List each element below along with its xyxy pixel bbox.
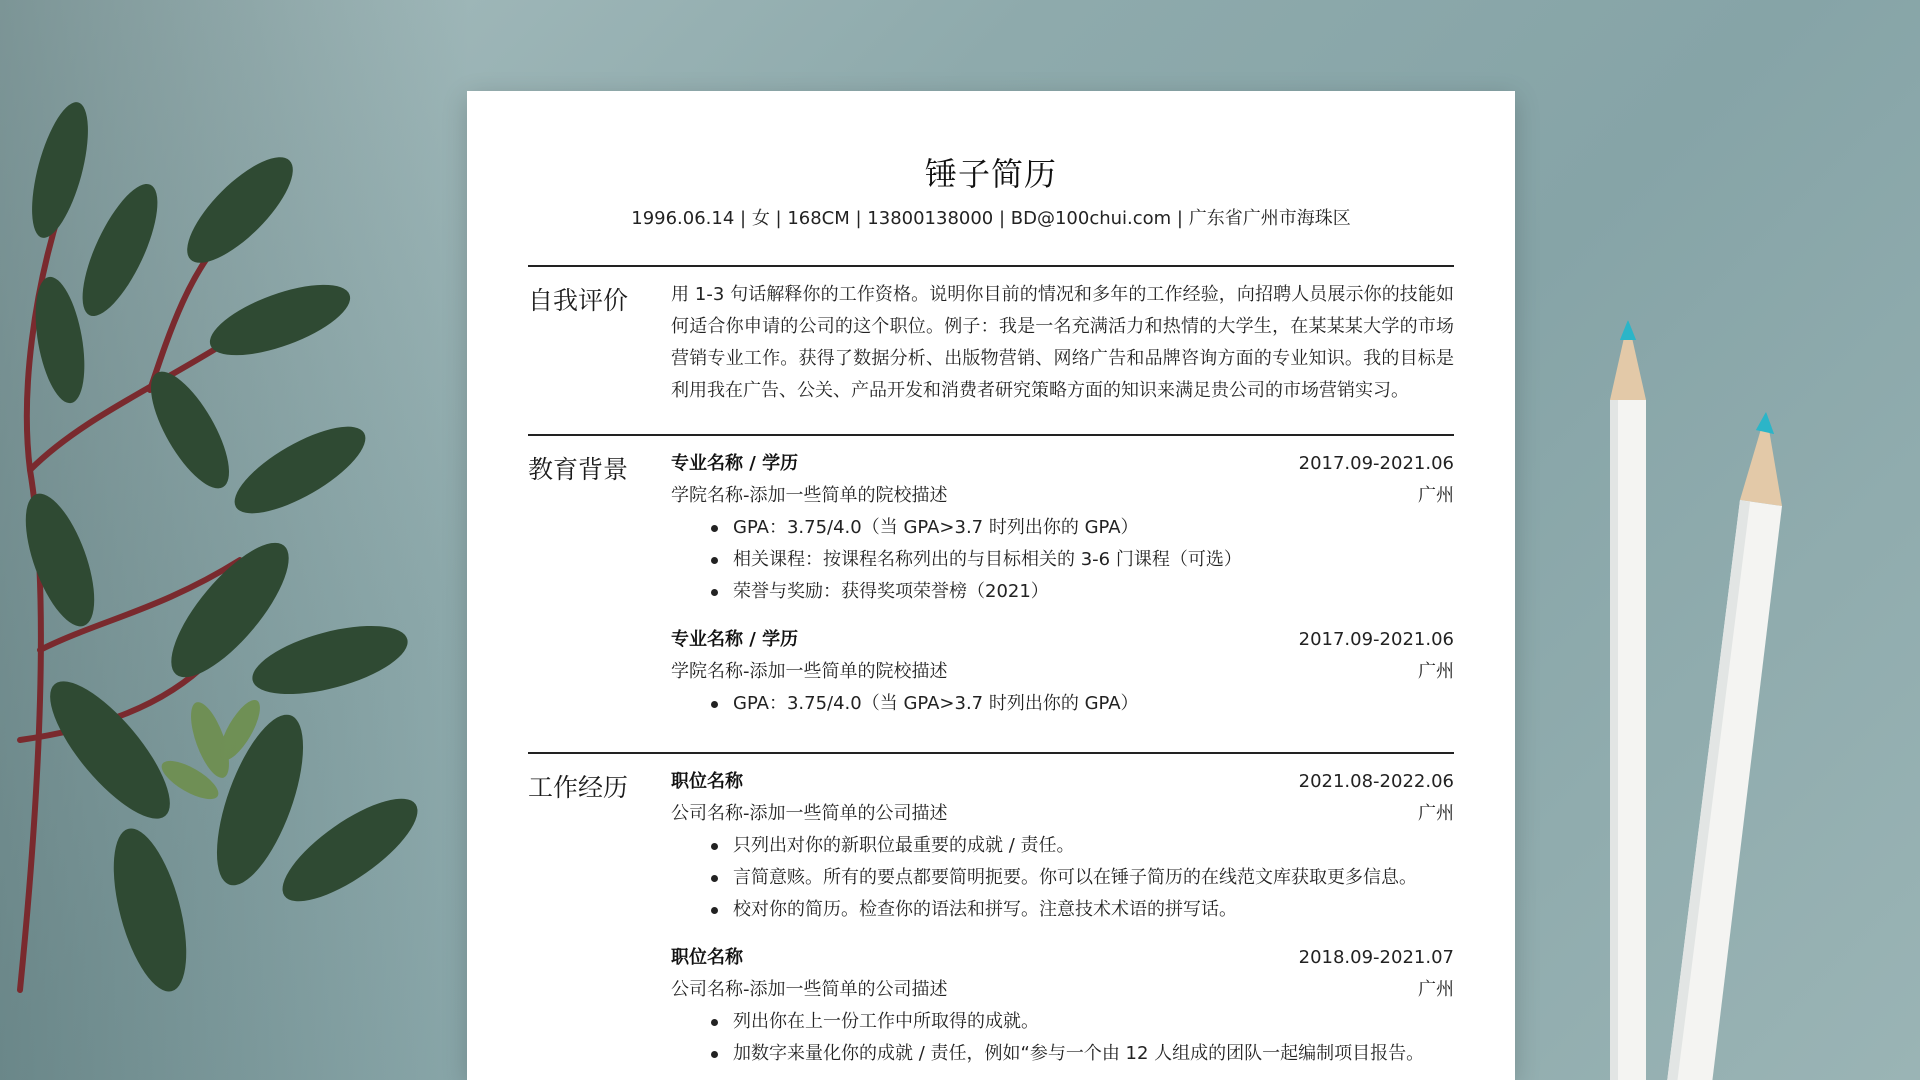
entry-title: 职位名称 [671,771,743,792]
work-body [671,766,1454,1080]
plant-decoration [0,90,440,1020]
entry-location: 广州 [1418,485,1454,506]
bullet-item: GPA：3.75/4.0（当 GPA>3.7 时列出你的 GPA） [733,688,1454,720]
bullet-item: 言简意赅。所有的要点都要简明扼要。你可以在锤子简历的在线范文库获取更多信息。 [733,862,1454,894]
entry-header [671,766,1454,798]
entry-date: 2017.09-2021.06 [1298,453,1454,474]
bullet-dot-icon [711,875,718,882]
bullet-item: GPA：3.75/4.0（当 GPA>3.7 时列出你的 GPA） [733,512,1454,544]
section-title-work: 工作经历 [528,773,629,802]
section-title-summary: 自我评价 [528,286,629,315]
bullet-item: 相关课程：按课程名称列出的与目标相关的 3-6 门课程（可选） [733,544,1454,576]
bullet-dot-icon [711,525,718,532]
education-body [671,448,1454,736]
summary-body [671,279,1454,407]
entry-title: 职位名称 [671,947,743,968]
bullet-dot-icon [711,557,718,564]
entry-bullets [671,1006,1454,1070]
entry-title: 专业名称 / 学历 [671,629,799,650]
entry-date: 2018.09-2021.07 [1298,947,1454,968]
resume-paper [467,91,1515,1080]
bullet-dot-icon [711,1051,718,1058]
pencil-right [1666,412,1782,1080]
entry-school: 学院名称-添加一些简单的院校描述 [671,485,948,506]
entry-location: 广州 [1418,979,1454,1000]
education-entry [671,448,1454,608]
entry-header [671,624,1454,656]
entry-date: 2021.08-2022.06 [1298,771,1454,792]
pencils-decoration [1560,320,1800,1080]
work-entry [671,766,1454,926]
entry-date: 2017.09-2021.06 [1298,629,1454,650]
entry-subheader [671,480,1454,512]
entry-subheader [671,798,1454,830]
work-entry [671,942,1454,1070]
entry-school: 学院名称-添加一些简单的院校描述 [671,661,948,682]
entry-header [671,448,1454,480]
bullet-item: 荣誉与奖励：获得奖项荣誉榜（2021） [733,576,1454,608]
entry-bullets [671,830,1454,926]
entry-bullets [671,512,1454,608]
bullet-item: 只列出对你的新职位最重要的成就 / 责任。 [733,830,1454,862]
bullet-item: 校对你的简历。检查你的语法和拼写。注意技术术语的拼写话。 [733,894,1454,926]
summary-text: 用 1-3 句话解释你的工作资格。说明你目前的情况和多年的工作经验，向招聘人员展示你的技能如何适合你申请的公司的这个职位。例子：我是一名充满活力和热情的大学生，在某某某大学的市场营销专业工作。获得了数据分析、出版物营销、网络广告和品牌咨询方面的专业知识。我的目标是利用我在广告、公关、产品开发和消费者研究策略方面的知识来满足贵公司的市场营销实习。 [671,284,1454,401]
section-education [528,434,1454,714]
entry-header [671,942,1454,974]
entry-company: 公司名称-添加一些简单的公司描述 [671,979,948,1000]
education-entry [671,624,1454,720]
entry-subheader [671,656,1454,688]
resume-title: 锤子简历 [924,155,1057,193]
entry-location: 广州 [1418,661,1454,682]
bullet-dot-icon [711,1019,718,1026]
section-work [528,752,1454,1064]
plant-leaves-dark [12,97,432,999]
bullet-dot-icon [711,701,718,708]
bullet-dot-icon [711,589,718,596]
entry-subheader [671,974,1454,1006]
bullet-dot-icon [711,907,718,914]
bullet-item: 加数字来量化你的成就 / 责任，例如“参与一个由 12 人组成的团队一起编制项目报告。 [733,1038,1454,1070]
section-title-education: 教育背景 [528,455,629,484]
pencil-left [1610,320,1646,1080]
bullet-item: 列出你在上一份工作中所取得的成就。 [733,1006,1454,1038]
entry-location: 广州 [1418,803,1454,824]
entry-bullets [671,688,1454,720]
contact-info: 1996.06.14 | 女 | 168CM | 13800138000 | BD@100chui.com | 广东省广州市海珠区 [631,208,1351,229]
section-summary [528,265,1454,401]
entry-title: 专业名称 / 学历 [671,453,799,474]
entry-company: 公司名称-添加一些简单的公司描述 [671,803,948,824]
bullet-dot-icon [711,843,718,850]
